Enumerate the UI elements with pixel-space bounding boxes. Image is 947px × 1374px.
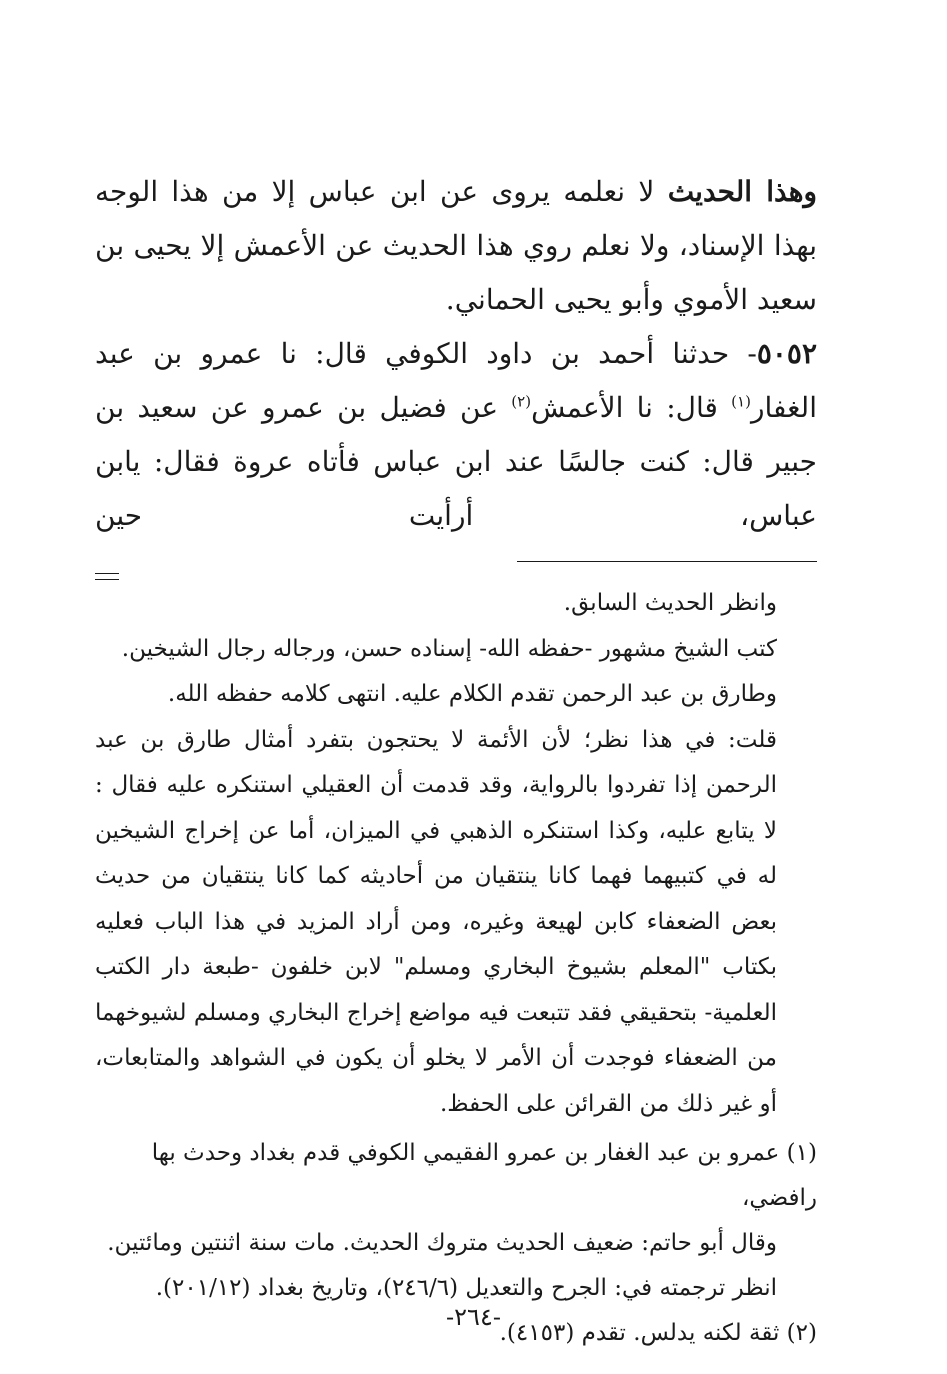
hadith-text-part-2: قال: نا الأعمش [531, 391, 732, 424]
page-number: -٢٦٤- [446, 1303, 501, 1331]
hadith-number: ٥٠٥٢ [756, 337, 817, 370]
footnote-1-line-3: انظر ترجمته في: الجرح والتعديل (٢٤٦/٦)، وتاريخ بغداد (٢٠١/١٢). [155, 1275, 777, 1301]
note-line-2: كتب الشيخ مشهور -حفظه الله- إسناده حسن، ورجاله رجال الشيخين. [121, 635, 777, 662]
continuation-mark [95, 573, 119, 580]
hadith-text-part-1: - حدثنا أحمد بن داود الكوفي قال: نا عمرو بن عبد الغفار [95, 337, 817, 424]
footnote-separator [95, 553, 817, 581]
footnote-ref-2[interactable]: (٢) [511, 392, 532, 411]
page-body [95, 165, 817, 1356]
footnote-1-line-1: (١) عمرو بن عبد الغفار بن عمرو الفقيمي الكوفي قدم بغداد وحدث بها رافضي، [151, 1140, 817, 1211]
note-paragraph: قلت: في هذا نظر؛ لأن الأئمة لا يحتجون بتفرد أمثال طارق بن عبد الرحمن إذا تفردوا بالرواية، وقد قدمت أن العقيلي استنكره عليه فقال : لا يتابع عليه، وكذا استنكره الذهبي في الميزان، أما عن إخراج الشيخين له في كتبيهما فهما كانا ينتقيان من أحاديثه كما كانا ينتقيان من حديث بعض الضعفاء كابن لهيعة وغيره، ومن أراد المزيد في هذا الباب فعليه بكتاب "المعلم بشيوخ البخاري ومسلم" لابن خلفون -طبعة دار الكتب العلمية- بتحقيقي فقد تتبعت فيه مواضع إخراج البخاري ومسلم لشيوخهما من الضعفاء فوجدت أن الأمر لا يخلو أن يكون في الشواهد والمتابعات، أو غير ذلك من القرائن على الحفظ. [95, 726, 777, 1117]
continued-notes [95, 581, 817, 1127]
paragraph-1-body: لا نعلمه يروى عن ابن عباس إلا من هذا الوجه بهذا الإسناد، ولا نعلم روي هذا الحديث عن الأعمش إلا يحيى بن سعيد الأموي وأبو يحيى الحماني. [95, 175, 817, 316]
footnote-ref-1[interactable]: (١) [731, 392, 751, 411]
note-line-3: وطارق بن عبد الرحمن تقدم الكلام عليه. انتهى كلامه حفظه الله. [167, 681, 777, 707]
separator-line [517, 561, 817, 562]
note-line-1: وانظر الحديث السابق. [563, 590, 777, 616]
paragraph-lead: وهذا الحديث [667, 175, 817, 208]
main-text [95, 165, 817, 543]
footnote-1-line-2: وقال أبو حاتم: ضعيف الحديث متروك الحديث. مات سنة اثنتين ومائتين. [107, 1230, 777, 1256]
hadith-5052 [95, 327, 817, 543]
footnote-2: (٢) ثقة لكنه يدلس. تقدم (٤١٥٣). [499, 1320, 817, 1346]
paragraph-1 [95, 165, 817, 327]
hadith-text-part-3: عن فضيل بن عمرو عن سعيد بن جبير قال: كنت جالسًا عند ابن عباس فأتاه عروة فقال: يابن عباس، أرأيت حين [95, 391, 817, 532]
